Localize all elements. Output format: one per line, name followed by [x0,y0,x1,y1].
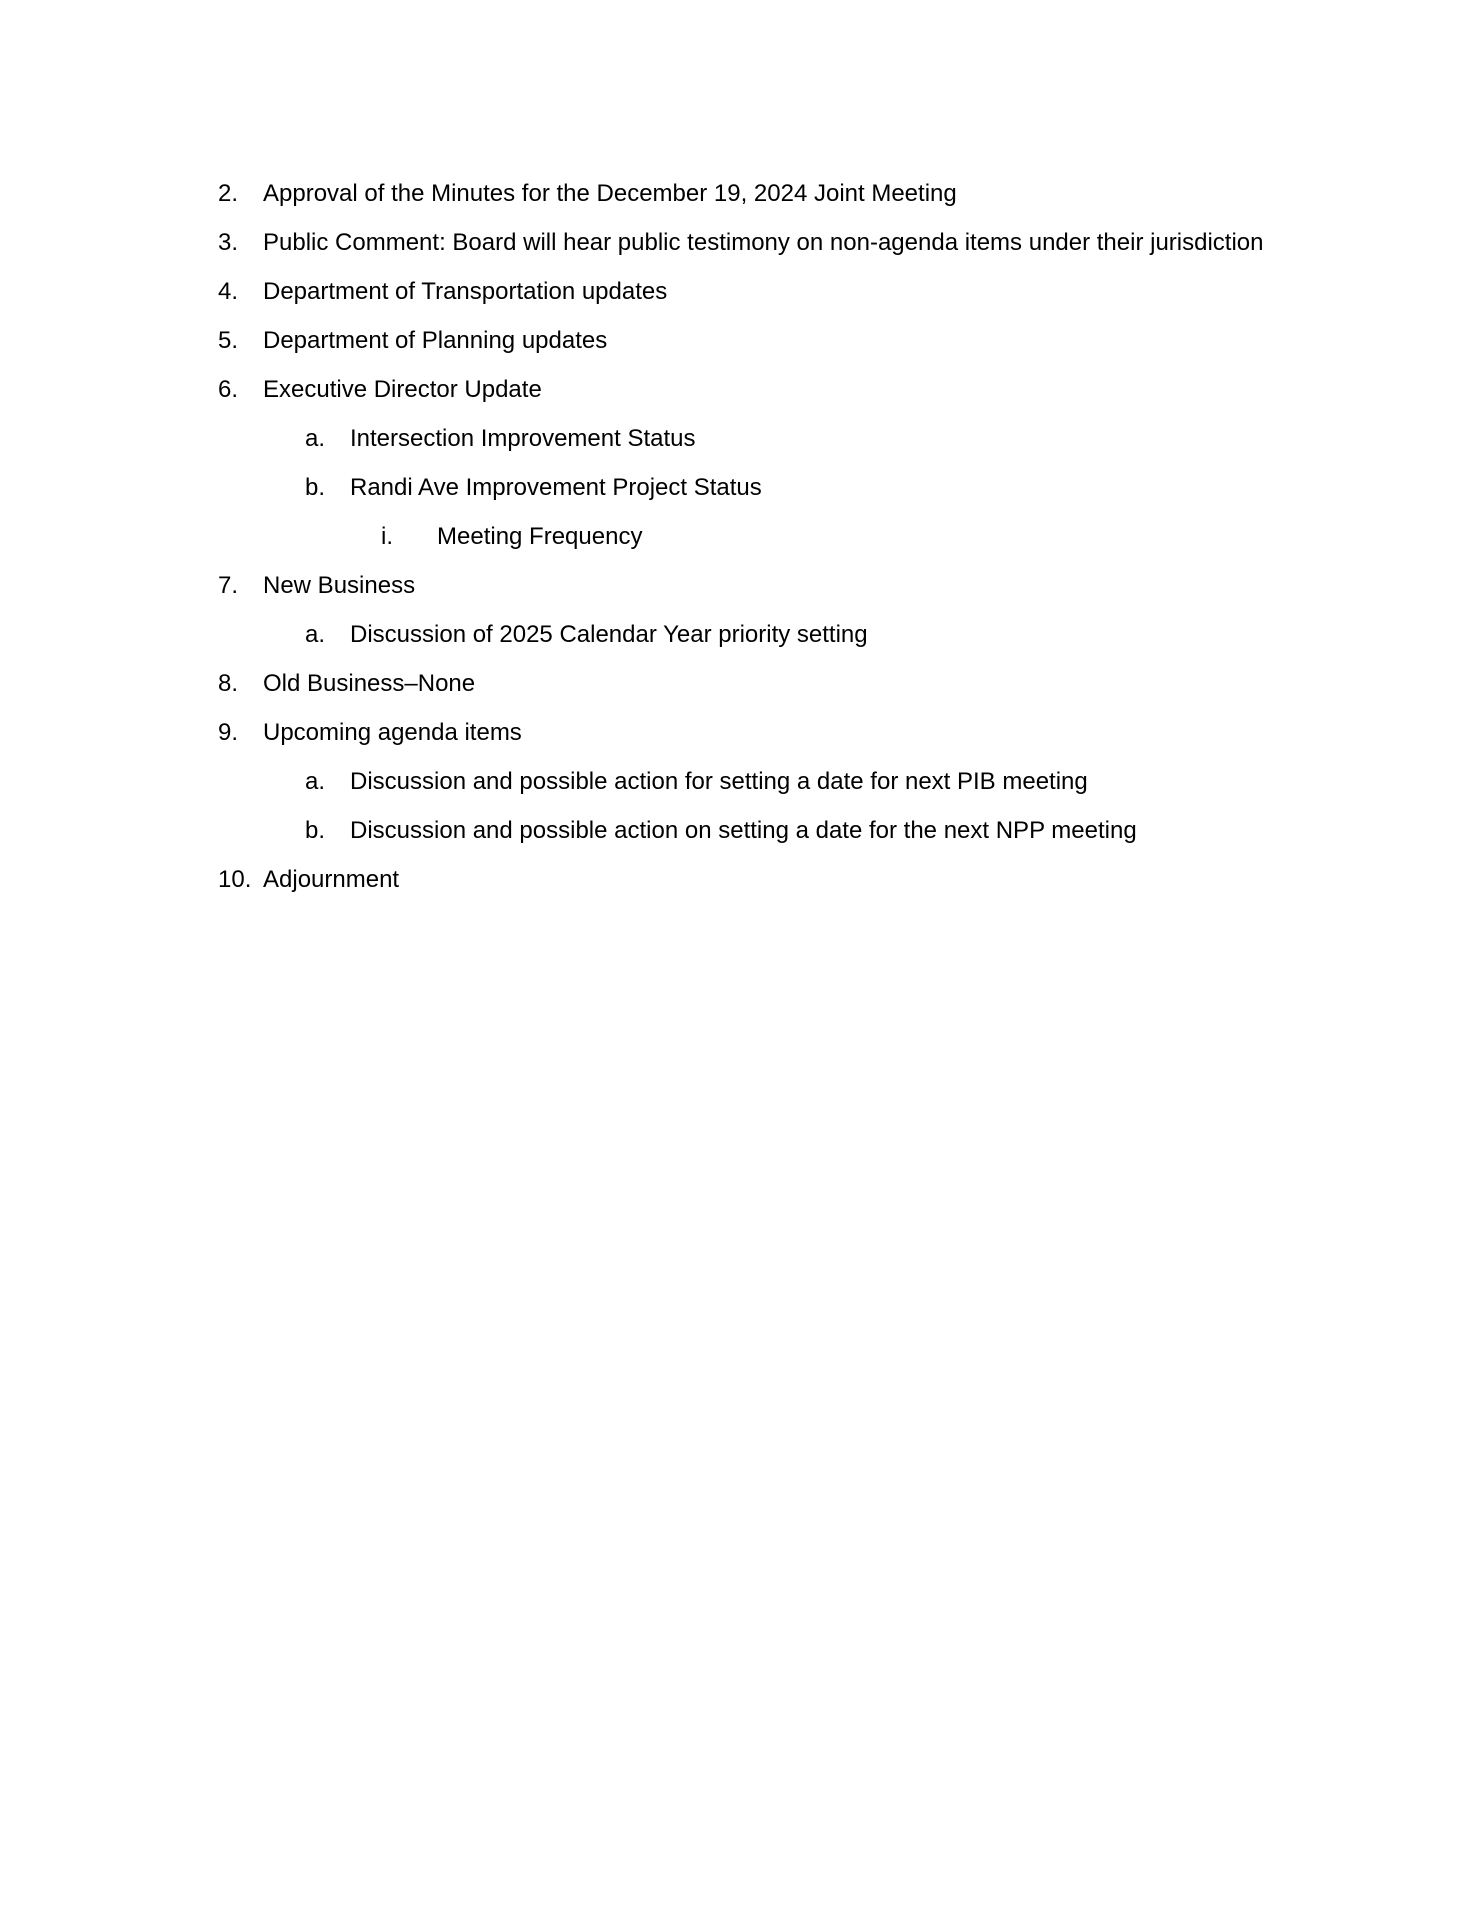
item-number: 10. [218,866,252,893]
item-text: New Business [263,572,416,599]
item-number: 8. [218,670,239,697]
agenda-list [0,172,1484,907]
item-number: 7. [218,572,239,599]
agenda-subitem-7a [0,613,1484,662]
agenda-item-10 [0,858,1484,907]
item-number: 2. [218,180,239,207]
agenda-item-9 [0,711,1484,760]
item-text: Department of Planning updates [263,327,608,354]
subitem-text: Discussion and possible action for setting a date for next PIB meeting [350,768,1088,795]
subitem-text: Intersection Improvement Status [350,425,696,452]
agenda-subitem-6b [0,466,1484,515]
item-text: Department of Transportation updates [263,278,668,305]
item-number: 4. [218,278,239,305]
subitem-letter: a. [305,768,326,795]
agenda-item-2 [0,172,1484,221]
item-text: Approval of the Minutes for the December 19, 2024 Joint Meeting [263,180,957,207]
item-text: Adjournment [263,866,400,893]
agenda-item-6 [0,368,1484,417]
agenda-item-4 [0,270,1484,319]
agenda-item-7 [0,564,1484,613]
subitem-letter: b. [305,817,326,844]
agenda-item-5 [0,319,1484,368]
item-number: 9. [218,719,239,746]
agenda-subsubitem-6b-i [0,515,1484,564]
subitem-text: Discussion of 2025 Calendar Year priority setting [350,621,868,648]
item-number: 3. [218,229,239,256]
item-number: 6. [218,376,239,403]
agenda-subitem-9b [0,809,1484,858]
subitem-text: Randi Ave Improvement Project Status [350,474,762,501]
subitem-letter: b. [305,474,326,501]
item-text: Executive Director Update [263,376,542,403]
item-text: Upcoming agenda items [263,719,522,746]
agenda-subitem-9a [0,760,1484,809]
agenda-item-3 [0,221,1484,270]
item-number: 5. [218,327,239,354]
subsubitem-numeral: i. [381,523,393,550]
agenda-subitem-6a [0,417,1484,466]
subitem-letter: a. [305,621,326,648]
subitem-text: Discussion and possible action on setting a date for the next NPP meeting [350,817,1137,844]
agenda-item-8 [0,662,1484,711]
subitem-letter: a. [305,425,326,452]
subsubitem-text: Meeting Frequency [437,523,643,550]
item-text: Public Comment: Board will hear public testimony on non-agenda items under their jurisdiction [263,229,1264,256]
item-text: Old Business–None [263,670,476,697]
